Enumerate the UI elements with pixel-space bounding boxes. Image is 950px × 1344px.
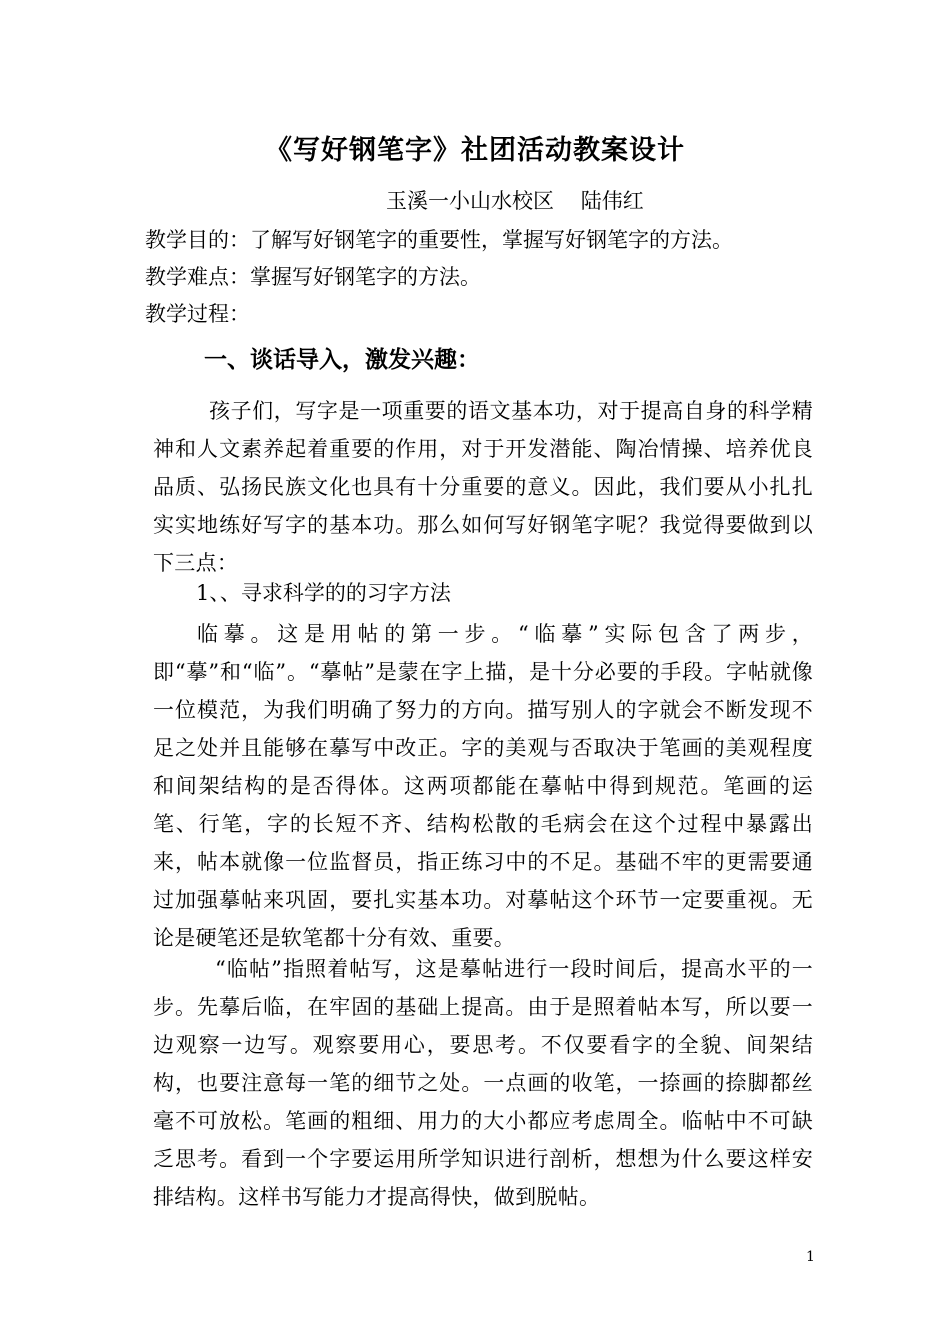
section-heading: 一、谈话导入，激发兴趣： — [204, 346, 480, 373]
paragraph-copying: “临帖”指照着帖写，这是摹帖进行一段时间后，提高水平的一步。先摹后临，在牢固的基础上提高。由于是照着帖本写，所以要一边观察一边写。观察要用心，要思考。不仅要看字的全貌、间架结构，也要注意每一笔的细节之处。一点画的收笔，一捺画的捺脚都丝毫不可放松。笔画的粗细、用力的大小都应考虑周全。临帖中不可缺乏思考。看到一个字要运用所学知识进行剖析，想想为什么要这样安排结构。这样书写能力才提高得快，做到脱帖。 — [153, 957, 813, 1209]
teaching-difficulty: 教学难点：掌握写好钢笔字的方法。 — [145, 265, 481, 289]
teaching-objective: 教学目的：了解写好钢笔字的重要性，掌握写好钢笔字的方法。 — [145, 228, 733, 252]
author-line: 玉溪一小山水校区 陆伟红 — [386, 189, 644, 213]
teaching-process-label: 教学过程： — [145, 302, 250, 326]
document-title: 《写好钢笔字》社团活动教案设计 — [265, 135, 685, 166]
paragraph-tracing: 临摹。这是用帖的第一步。“临摹”实际包含了两步，即“摹”和“临”。“摹帖”是蒙在字上描，是十分必要的手段。字帖就像一位模范，为我们明确了努力的方向。描写别人的字就会不断发现不足之处并且能够在摹写中改正。字的美观与否取决于笔画的美观程度和间架结构的是否得体。这两项都能在摹帖中得到规范。笔画的运笔、行笔，字的长短不齐、结构松散的毛病会在这个过程中暴露出来，帖本就像一位监督员，指正练习中的不足。基础不牢的更需要通过加强摹帖来巩固，要扎实基本功。对摹帖这个环节一定要重视。无论是硬笔还是软笔都十分有效、重要。 — [153, 622, 813, 950]
page-number: 1 — [806, 1249, 815, 1265]
paragraph-intro: 孩子们，写字是一项重要的语文基本功，对于提高自身的科学精神和人文素养起着重要的作用，对于开发潜能、陶冶情操、培养优良品质、弘扬民族文化也具有十分重要的意义。因此，我们要从小扎扎实实地练好写字的基本功。那么如何写好钢笔字呢？我觉得要做到以下三点： — [153, 399, 813, 575]
subheading-method: 1、、寻求科学的的习字方法 — [196, 581, 451, 605]
